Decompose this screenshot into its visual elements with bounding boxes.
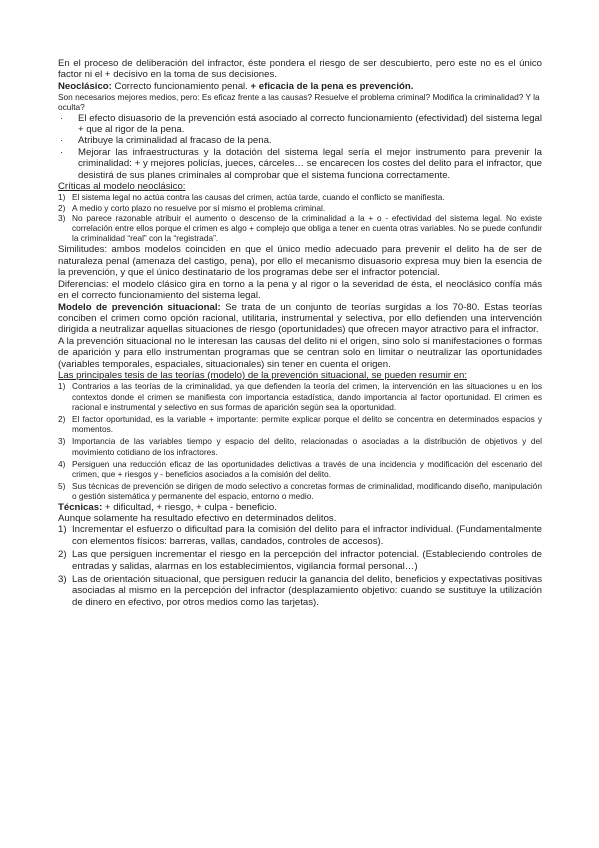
neoclasico-questions: Son necesarios mejores medios, pero: Es eficaz frente a las causas? Resuelve el problema criminal? Modifica la criminalidad? Y la oculta? — [58, 92, 540, 113]
situacional-text: Se trata de un conjunto de teorías surgidas a los 70-80. Estas teorías conciben el crimen como opción racional, utilitaria, instrumental y selectiva, por ello defienden una intervención dirigida a neutralizar aquellas situaciones de riesgo (oportunidades) que ofrecen mayor atractivo para el infractor. — [58, 301, 542, 336]
list-item: 3) Las de orientación situacional, que persiguen reducir la ganancia del delito, beneficios y expectativas positivas asociadas al mismo en la percepción del infractor (desplazamiento objetivo: cuando se sustituye la utilización de dinero en efectivo, por otros medios como las tarjetas). — [58, 574, 542, 608]
criticas-heading: Críticas al modelo neoclásico: — [58, 181, 186, 193]
similitudes-paragraph: Similitudes: ambos modelos coinciden en que el único medio adecuado para prevenir el delito ha de ser de naturaleza penal (amenaza del castigo, pena), por ello el mecanismo disuasorio expresa muy bien la esencia de la prevención, y que el único destinatario de los programas debe ser el infractor potencial. — [58, 244, 542, 279]
intro-paragraph: En el proceso de deliberación del infractor, éste pondera el riesgo de ser descubierto, pero este no es el único factor ni el + decisivo en la toma de sus decisiones. — [58, 58, 542, 81]
document-page — [58, 58, 542, 608]
list-item: 2) A medio y corto plazo no resuelve por sí mismo el problema criminal. — [58, 202, 326, 213]
neoclasico-bold: + eficacia de la pena es prevención. — [250, 80, 414, 92]
list-item: 1) Contrarios a las teorías de la criminalidad, ya que defienden la teoría del crimen, la intervención en las situaciones u en los contextos donde el crimen se manifiesta con importancia estadística, dando importancia al factor oportunidad. El crimen es racional e instrumental y selectivo en sus formas de aparición según sea la oportunidad. — [58, 381, 542, 412]
tecnicas-text: + dificultad, + riesgo, + culpa - beneficio. — [102, 501, 277, 513]
list-item: 2) Las que persiguen incrementar el riesgo en la percepción del infractor potencial. (Estableciendo controles de entradas y salidas, alarmas en los establecimientos, vigilancia formal personal…) — [58, 549, 542, 572]
list-item: 1) Incrementar el esfuerzo o dificultad para la comisión del delito para el infractor individual. (Fundamentalmente con elementos físicos: barreras, vallas, candados, controles de accesos). — [58, 524, 542, 547]
list-item: · El efecto disuasorio de la prevención está asociado al correcto funcionamiento (efectividad) del sistema legal + que al rigor de la pena. — [60, 112, 542, 136]
situacional-paragraph — [58, 302, 542, 336]
list-item: 3) No parece razonable atribuir el aumento o descenso de la criminalidad a la + o - efectividad del sistema legal. No existe correlación entre ellos porque el crimen es algo + complejo que obliga a tener en cuenta otras variables. No se puede confundir la criminalidad “real” con la “registrada”. — [58, 212, 542, 244]
neoclasico-line — [58, 81, 542, 92]
neoclasico-text: Correcto funcionamiento penal. — [111, 80, 251, 92]
list-item: · Mejorar las infraestructuras y la dotación del sistema legal sería el mejor instrumento para prevenir la criminalidad: + y mejores policías, jueces, cárceles… se encarecen los costes del delito para el infractor, que desistirá de sus planes criminales al comprobar que el sistema funciona correctamente. — [60, 146, 542, 181]
list-item: 2) El factor oportunidad, es la variable + importante: permite explicar porque el delito se concentra en determinados espacios y momentos. — [58, 413, 542, 435]
list-item: 5) Sus técnicas de prevención se dirigen de modo selectivo a concretas formas de criminalidad, modificando diseño, manipulación o gestión sistemática y permanente del espacio, entorno o medio. — [58, 481, 542, 502]
situacional-paragraph-2: A la prevención situacional no le interesan las causas del delito ni el origen, sino solo si manifestaciones o formas de aparición y para ello instrumentan programas que se centran solo en limitar o neutralizar las oportunidades (variables temporales, espaciales, situacionales) sin tener en cuenta el origen. — [58, 335, 542, 370]
list-item: 4) Persiguen una reducción eficaz de las oportunidades delictivas a través de una incidencia y modificación del escenario del crimen, que + riesgos y - beneficios asociados a la comisión del delito. — [58, 458, 542, 479]
list-item: · Atribuye la criminalidad al fracaso de la pena. — [60, 135, 272, 147]
tecnicas-intro: Aunque solamente ha resultado efectivo en determinados delitos. — [58, 513, 337, 524]
diferencias-paragraph: Diferencias: el modelo clásico gira en torno a la pena y al rigor o la severidad de ésta, el neoclásico confía más en el correcto funcionamiento del sistema legal. — [58, 278, 542, 302]
tecnicas-heading: Técnicas: — [58, 501, 103, 513]
situacional-heading: Modelo de prevención situacional: — [58, 301, 221, 313]
neoclasico-heading: Neoclásico: — [58, 80, 112, 92]
list-item: 1) El sistema legal no actúa contra las causas del crimen, actúa tarde, cuando el conflicto se manifiesta. — [58, 192, 445, 203]
list-item: 3) Importancia de las variables tiempo y espacio del delito, relacionadas o asociadas a la distribución de objetivos y del movimiento cotidiano de los infractores. — [58, 436, 542, 457]
tesis-heading: Las principales tesis de las teorías (modelo) de la prevención situacional, se pueden resumir en: — [58, 369, 468, 381]
tecnicas-line — [58, 502, 542, 513]
